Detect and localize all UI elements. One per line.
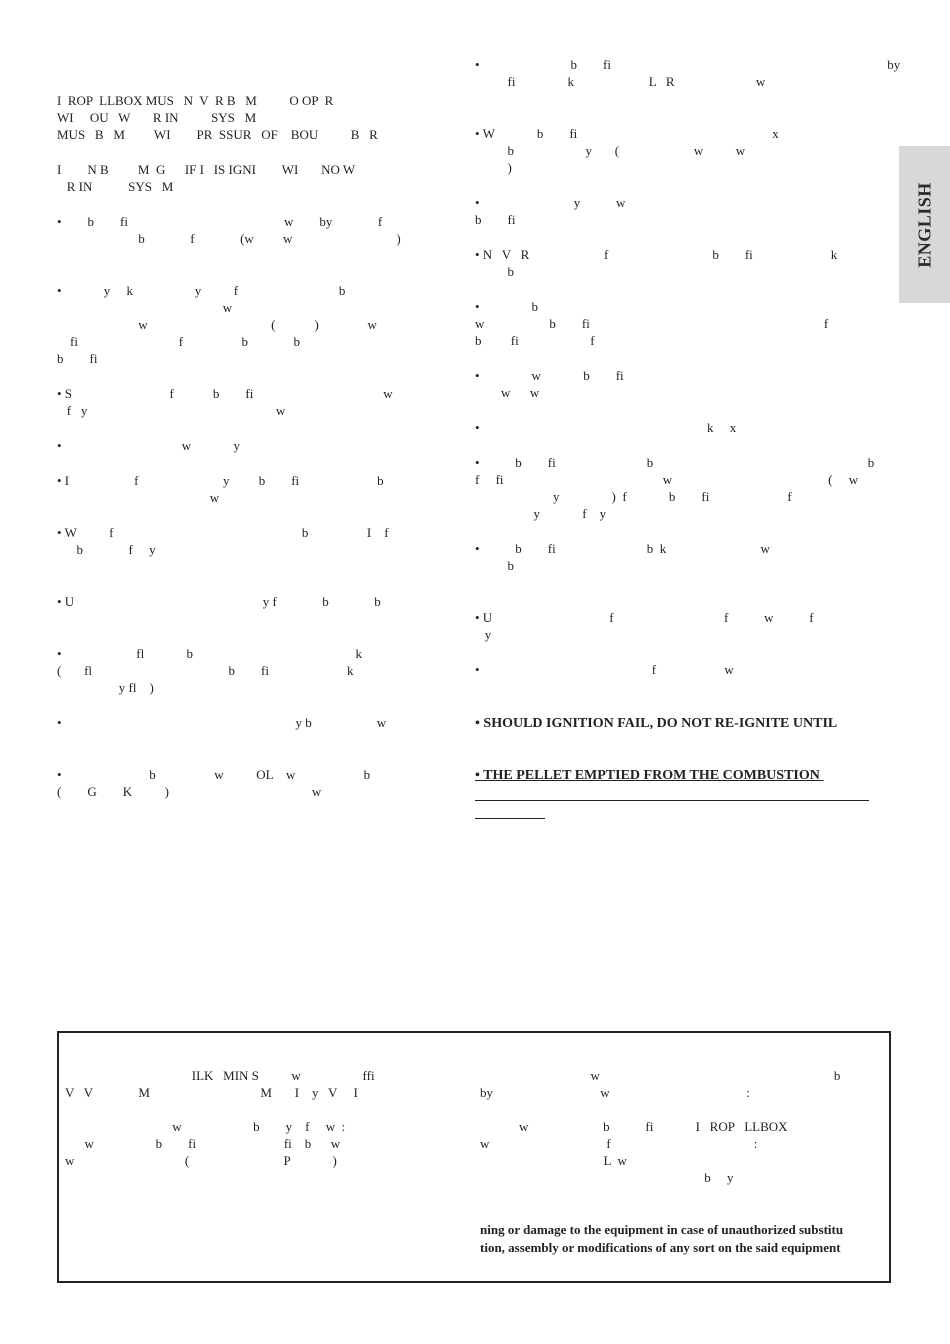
right-column <box>475 56 901 678</box>
bullet-item: • I f y b fi b w <box>57 473 384 505</box>
bullet-item: • b w b fi f b fi f <box>475 299 829 348</box>
bullet-item: • N V R f b fi k b <box>475 247 838 279</box>
liability-disclaimer: ning or damage to the equipment in case of unauthorized substitu tion, assembly or modifications of any sort on the said equipment <box>480 1222 844 1255</box>
bullet-item: • S f b fi w f y w <box>57 386 393 418</box>
warning-caps-1: I ROP LLBOX MUS N V R B M O OP R WI OU W R IN SYS M MUS B M WI PR SSUR OF BOU B R <box>57 93 378 142</box>
bullet-item: • W b fi x b y ( w w ) <box>475 126 779 175</box>
bullet-item: • y w b fi <box>475 195 626 227</box>
bullet-item: • b fi b b f fi w ( w y ) f b fi f y f y <box>475 455 875 521</box>
bullet-item: • fl b k ( fl b fi k y fl ) <box>57 646 362 695</box>
underline-rule-short <box>475 818 545 819</box>
left-column <box>57 92 447 800</box>
language-tab <box>899 146 950 303</box>
bullet-item: • b w OL w b ( G K ) w <box>57 767 371 799</box>
bullet-item: • w y <box>57 438 240 453</box>
bullet-item: • y b w <box>57 715 387 730</box>
pellet-warning: • THE PELLET EMPTIED FROM THE COMBUSTION <box>475 768 824 783</box>
bullet-item: • W f b I f b f y <box>57 525 389 557</box>
bullet-item: • U f f w f y <box>475 610 814 642</box>
bullet-item: • f w <box>475 662 734 677</box>
bullet-item: • b fi b k w b <box>475 541 770 573</box>
bullet-item: • b fi by fi k L R w <box>475 57 901 89</box>
underline-rule <box>475 800 869 801</box>
bullet-item: • y k y f b w w ( ) w fi f b b b fi <box>57 283 377 366</box>
bullet-item: • b fi w by f b f (w w ) <box>57 214 401 246</box>
notice-right-text: w b by w : w b fi I ROP LLBOX w f : L w b y <box>480 1068 841 1185</box>
ignition-warning: • SHOULD IGNITION FAIL, DO NOT RE-IGNITE UNTIL <box>475 716 838 731</box>
notice-left-text: ILK MIN S w ffi V V M M I y V I w b y f w : w b fi fi b w w ( P ) <box>65 1068 375 1168</box>
warning-caps-2: I N B M G IF I IS IGNI WI NO W R IN SYS M <box>57 162 356 194</box>
bullet-item: • w b fi w w <box>475 368 624 400</box>
bullet-item: • U y f b b <box>57 594 381 609</box>
language-tab-label: ENGLISH <box>914 181 934 268</box>
bullet-item: • k x <box>475 420 737 435</box>
notice-box <box>57 1031 891 1283</box>
